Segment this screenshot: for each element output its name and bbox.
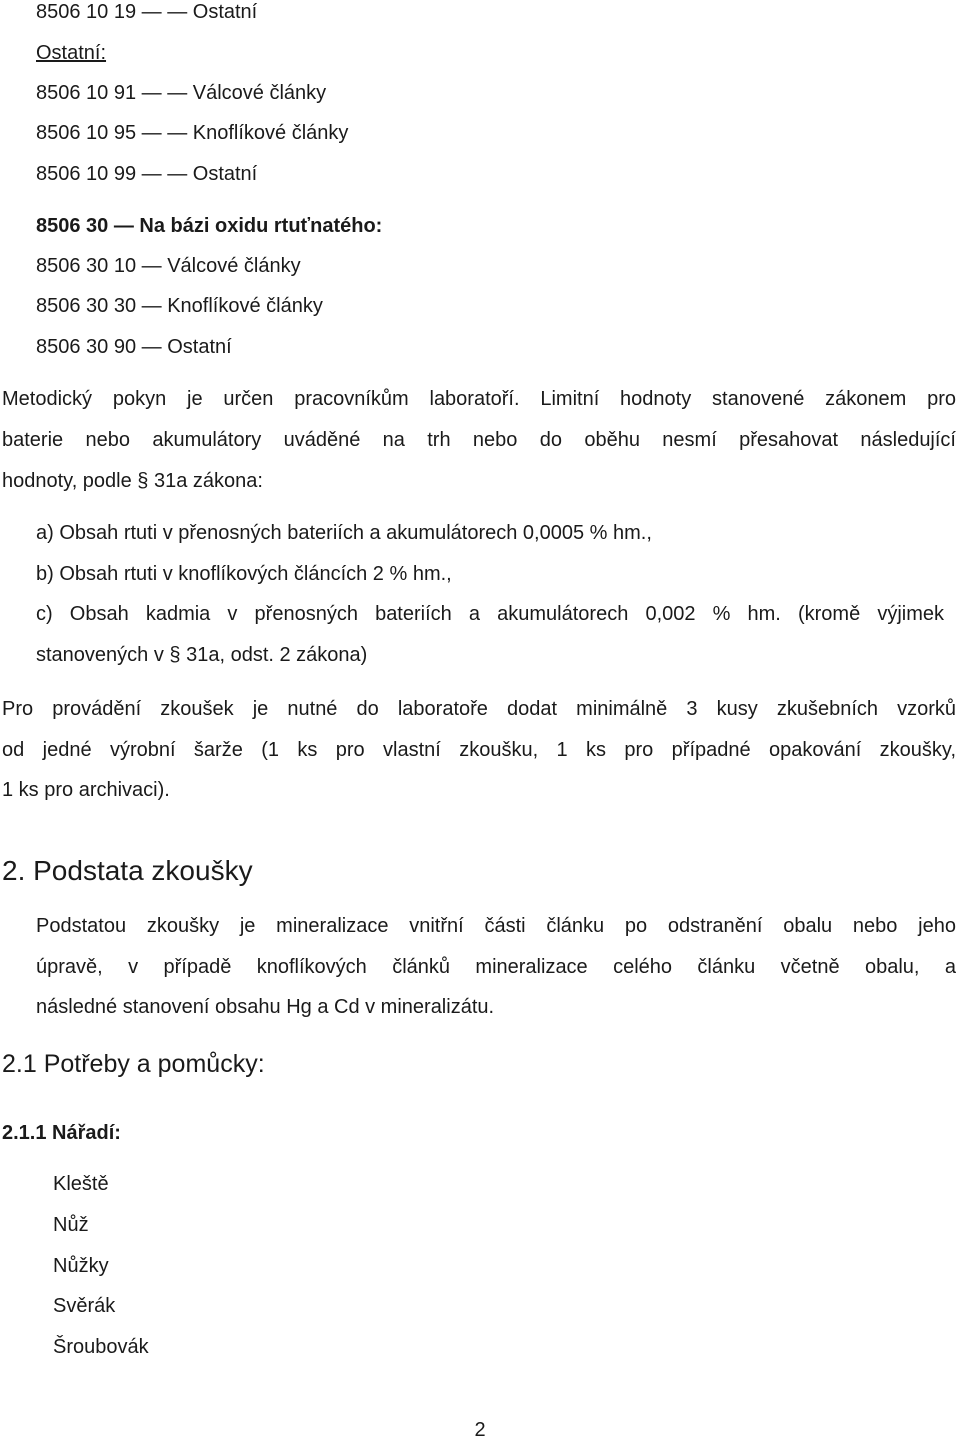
paragraph-line: 1 ks pro archivaci).	[2, 779, 170, 801]
list-item-continuation: stanovených v § 31a, odst. 2 zákona)	[36, 644, 368, 666]
paragraph-line: Metodický pokyn je určen pracovníkům laboratoří. Limitní hodnoty stanovené zákonem pro	[2, 388, 956, 410]
paragraph-line: od jedné výrobní šarže (1 ks pro vlastní zkoušku, 1 ks pro případné opakování zkoušky,	[2, 739, 956, 761]
code-line: 8506 30 90 — Ostatní	[36, 336, 232, 358]
paragraph-line: následné stanovení obsahu Hg a Cd v mineralizátu.	[36, 996, 495, 1018]
list-item: Šroubovák	[53, 1336, 149, 1358]
code-line: 8506 30 10 — Válcové články	[36, 255, 301, 277]
code-line: 8506 10 91 — — Válcové články	[36, 82, 327, 104]
list-item: Nůž	[53, 1214, 89, 1236]
subsubsection-heading: 2.1.1 Nářadí:	[2, 1122, 121, 1144]
paragraph-line: Podstatou zkoušky je mineralizace vnitřní části článku po odstranění obalu nebo jeho	[36, 915, 956, 937]
list-item: Svěrák	[53, 1295, 116, 1317]
list-item: c) Obsah kadmia v přenosných bateriích a akumulátorech 0,002 % hm. (kromě výjimek	[36, 603, 944, 625]
code-line: 8506 10 19 — — Ostatní	[36, 1, 258, 23]
list-item: a) Obsah rtuti v přenosných bateriích a akumulátorech 0,0005 % hm.,	[36, 522, 652, 544]
subsection-heading: 2.1 Potřeby a pomůcky:	[2, 1050, 265, 1078]
section-heading: 2. Podstata zkoušky	[2, 855, 253, 886]
list-item: b) Obsah rtuti v knoflíkových článcích 2 % hm.,	[36, 563, 452, 585]
paragraph-line: baterie nebo akumulátory uváděné na trh nebo do oběhu nesmí přesahovat následující	[2, 429, 956, 451]
code-group-heading: 8506 30 — Na bázi oxidu rtuťnatého:	[36, 215, 383, 237]
code-line: 8506 10 99 — — Ostatní	[36, 163, 258, 185]
code-line: 8506 10 95 — — Knoflíkové články	[36, 122, 349, 144]
paragraph-line: hodnoty, podle § 31a zákona:	[2, 470, 263, 492]
code-line: 8506 30 30 — Knoflíkové články	[36, 295, 323, 317]
paragraph-line: úpravě, v případě knoflíkových článků mineralizace celého článku včetně obalu, a	[36, 956, 956, 978]
list-item: Nůžky	[53, 1255, 109, 1277]
list-item: Kleště	[53, 1173, 109, 1195]
code-subheading: Ostatní:	[36, 42, 107, 64]
page-number: 2	[474, 1419, 486, 1441]
paragraph-line: Pro provádění zkoušek je nutné do laboratoře dodat minimálně 3 kusy zkušebních vzorků	[2, 698, 956, 720]
